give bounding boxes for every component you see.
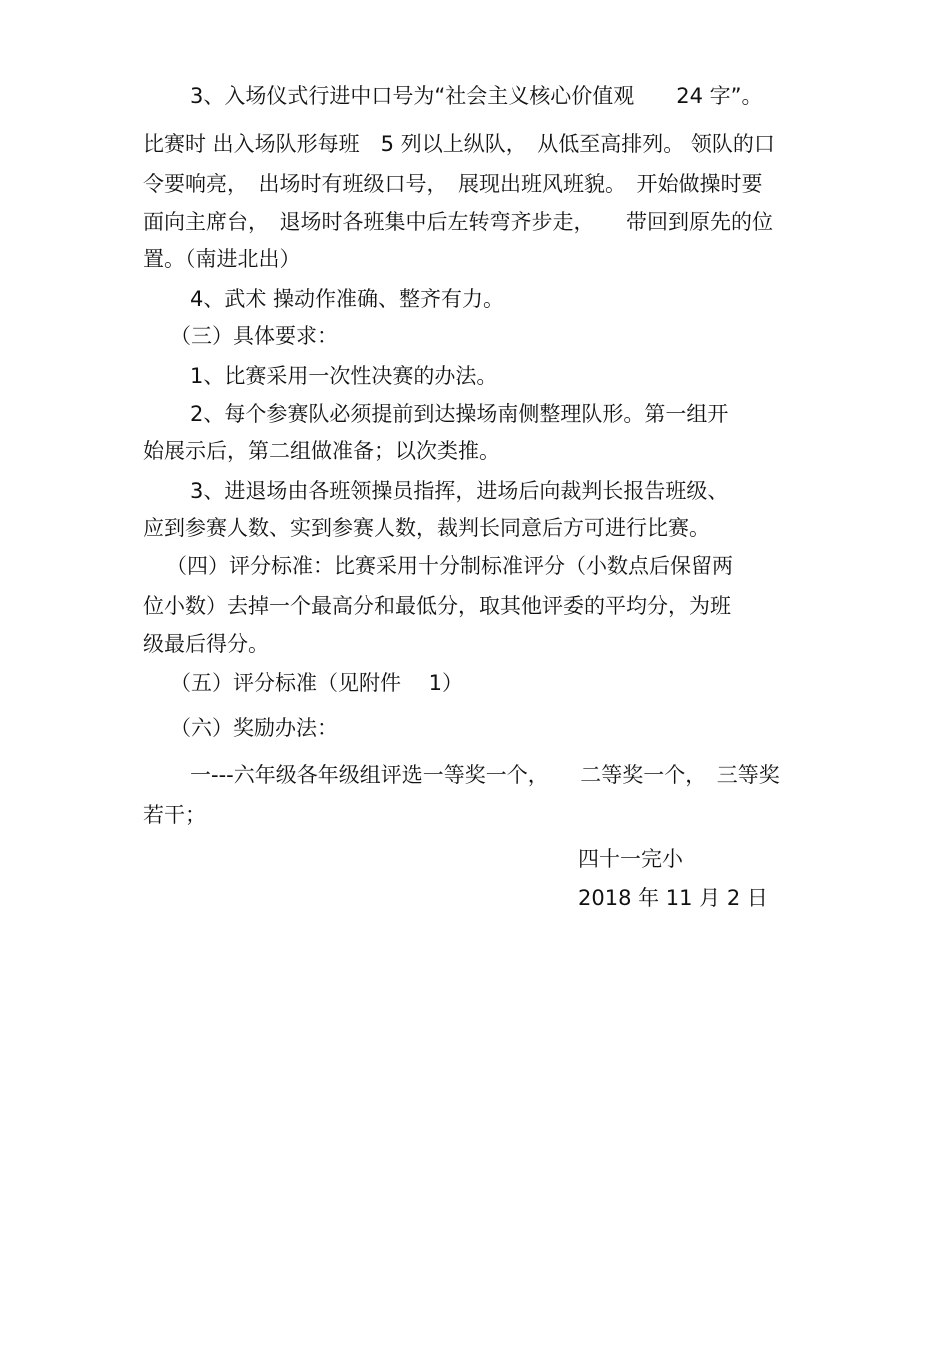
paragraph-line: 3、进退场由各班领操员指挥，进场后向裁判长报告班级、 (190, 479, 729, 503)
paragraph-line: 级最后得分。 (143, 632, 269, 656)
signature-date: 2018 年 11 月 2 日 (578, 886, 768, 910)
paragraph-line: 3、入场仪式行进中口号为“社会主义核心价值观 24 字”。 (190, 84, 763, 108)
signature-org: 四十一完小 (578, 847, 683, 871)
paragraph-line: 令要响亮， 出场时有班级口号， 展现出班风班貌。 开始做操时要 (143, 172, 763, 196)
section-heading: （四）评分标准：比赛采用十分制标准评分（小数点后保留两 (166, 554, 733, 578)
section-heading: （三）具体要求： (170, 324, 338, 348)
paragraph-line: 始展示后，第二组做准备；以次类推。 (143, 439, 500, 463)
paragraph-line: 若干； (143, 803, 206, 827)
section-heading: （五）评分标准（见附件 1） (170, 671, 464, 695)
paragraph-line: 4、武术 操动作准确、整齐有力。 (190, 287, 505, 311)
paragraph-line: 应到参赛人数、实到参赛人数，裁判长同意后方可进行比赛。 (143, 516, 710, 540)
paragraph-line: 面向主席台， 退场时各班集中后左转弯齐步走， 带回到原先的位 (143, 210, 773, 234)
paragraph-line: 2、每个参赛队必须提前到达操场南侧整理队形。第一组开 (190, 402, 729, 426)
paragraph-line: 一---六年级各年级组评选一等奖一个， 二等奖一个， 三等奖 (190, 763, 780, 787)
paragraph-line: 置。（南进北出） (143, 247, 301, 271)
paragraph-line: 1、比赛采用一次性决赛的办法。 (190, 364, 498, 388)
paragraph-line: 位小数）去掉一个最高分和最低分，取其他评委的平均分，为班 (143, 594, 731, 618)
paragraph-line: 比赛时 出入场队形每班 5 列以上纵队， 从低至高排列。 领队的口 (143, 132, 775, 156)
section-heading: （六）奖励办法： (170, 716, 338, 740)
